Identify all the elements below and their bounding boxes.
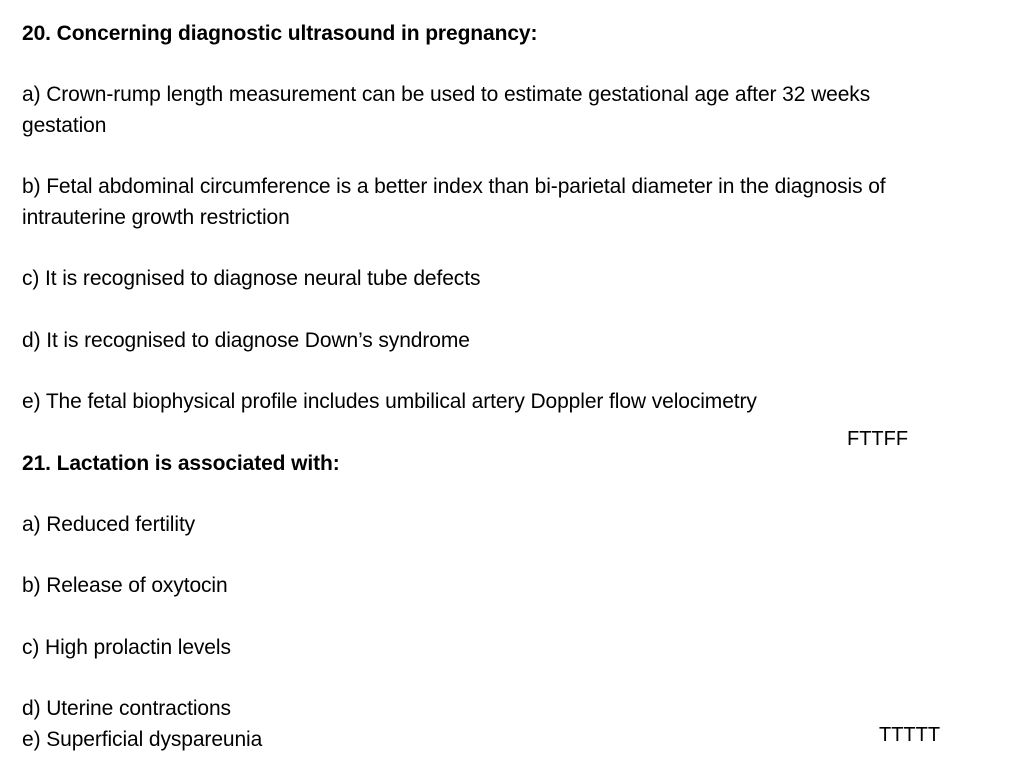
question-21-option-a: a) Reduced fertility: [22, 513, 196, 536]
question-20-title: 20. Concerning diagnostic ultrasound in pregnancy:: [22, 22, 538, 45]
question-21-option-d: d) Uterine contractions: [22, 697, 231, 720]
question-21-option-b: b) Release of oxytocin: [22, 574, 228, 597]
question-20-answer: FTTFF: [847, 428, 909, 450]
question-20-option-b-line1: b) Fetal abdominal circumference is a better index than bi-parietal diameter in the diagnosis of: [22, 175, 886, 198]
question-21-option-e: e) Superficial dyspareunia: [22, 728, 263, 751]
question-20-option-c: c) It is recognised to diagnose neural tube defects: [22, 267, 481, 290]
question-20-option-d: d) It is recognised to diagnose Down’s syndrome: [22, 329, 470, 352]
question-20-option-e: e) The fetal biophysical profile includes umbilical artery Doppler flow velocimetry: [22, 390, 757, 413]
question-21-answer: TTTTT: [879, 724, 941, 746]
question-20-option-a-line2: gestation: [22, 114, 107, 137]
question-21-title: 21. Lactation is associated with:: [22, 452, 340, 475]
question-21-option-c: c) High prolactin levels: [22, 636, 231, 659]
question-20-option-a-line1: a) Crown-rump length measurement can be used to estimate gestational age after 32 weeks: [22, 83, 871, 106]
question-20-option-b-line2: intrauterine growth restriction: [22, 206, 290, 229]
